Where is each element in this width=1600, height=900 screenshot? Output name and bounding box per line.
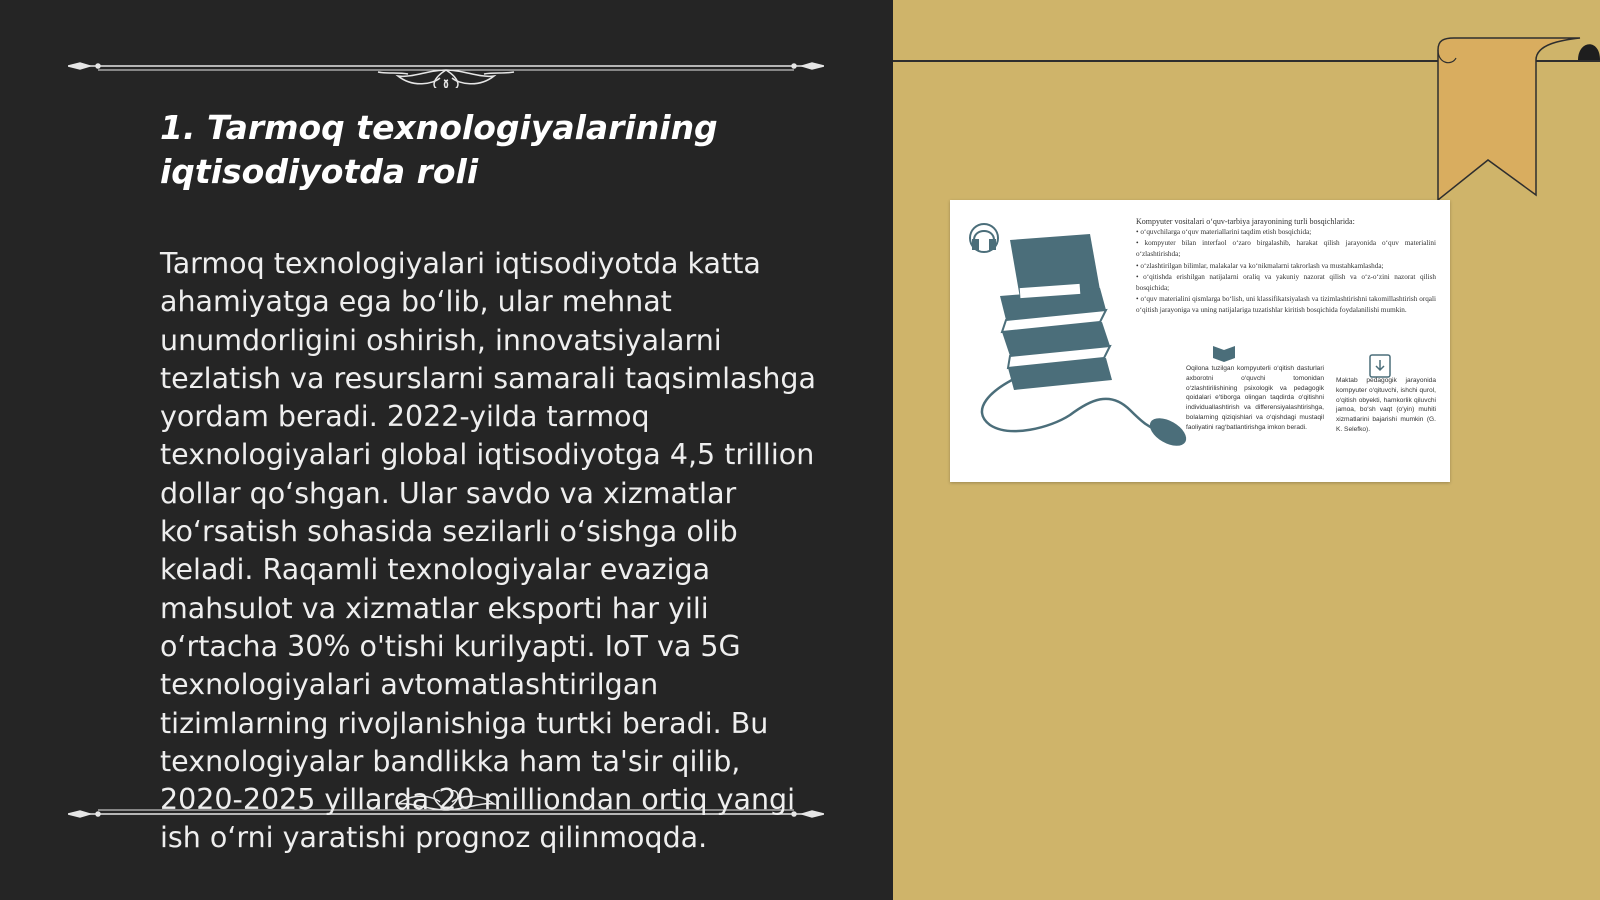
- illustration-list-item: • o‘qitishda erishilgan natijalarni oraliq va yakuniy nazorat qilish va o‘z-o‘zini nazorat qilish bosqichida;: [1136, 272, 1436, 294]
- download-icon: [1370, 355, 1390, 377]
- open-book-icon: [1213, 346, 1235, 362]
- headphones-icon: [970, 224, 998, 252]
- illustration-list-item: • o‘quv materialini qismlarga bo‘lish, uni klassifikatsiyalash va tizimlashtirishni takomillashtirish orqali o‘qitish jarayoniga va uning natijalariga tuzatishlar kiritish bosqichida foydalanilishi mumkin.: [1136, 294, 1436, 316]
- book-stack-icon: [1000, 234, 1112, 390]
- illustration-list-item: • o‘zlashtirilgan bilimlar, malakalar va ko‘nikmalarni takrorlash va mustahkamlashda;: [1136, 261, 1436, 272]
- bookmark-ribbon: [1430, 30, 1600, 205]
- slide-body-text: Tarmoq texnologiyalari iqtisodiyotda katta ahamiyatga ega bo‘lib, ular mehnat unumdorligini oshirish, innovatsiyalarni tezlatish va resurslarni samarali taqsimlashga yordam beradi. 2022-yilda tarmoq texnologiyalari global iqtisodiyotga 4,5 trillion dollar qo‘shgan. Ular savdo va xizmatlar ko‘rsatish sohasida sezilarli o‘sishga olib keladi. Raqamli texnologiyalar evaziga mahsulot va xizmatlar eksporti har yili o‘rtacha 30% o'tishi kurilyapti. IoT va 5G texnologiyalari avtomatlashtirilgan tizimlarning rivojlanishiga turtki beradi. Bu texnologiyalar bandlikka ham ta'sir qilib, 2020-2025 yillarda 20 milliondan ortiq yangi ish o‘rni yaratishi prognoz qilinmoqda.: [160, 247, 816, 855]
- slide-title: 1. Tarmoq texnologiyalarining iqtisodiyotda roli: [160, 108, 718, 191]
- illustration-list-item: • o‘quvchilarga o‘quv materiallarini taqdim etish bosqichida;: [1136, 227, 1436, 238]
- illustration-column-left: Oqilona tuzilgan kompyuterli o‘qitish dasturlari axborotni o‘quvchi tomonidan o‘zlashtirilishining psixologik va pedagogik qoidalari e‘tiborga olingan taqdirda o‘qitishni individuallashtirish va differensiyalashtirishga, bolalarning qiziqishlari va o‘qishdagi mustaqil faoliyatini rag‘batlantirishga imkon beradi.: [1186, 365, 1324, 431]
- top-ornament: [68, 48, 824, 88]
- illustration-column-right: Maktab pedagogik jarayonida kompyuter o‘qituvchi, ishchi qurol, o‘qitish obyekti, hamkorlik qiluvchi jamoa, bo‘sh vaqt (o‘yin) muhiti xizmatlarini bajarishi mumkin (G. K. Selefko).: [1336, 377, 1436, 433]
- textbook-illustration: [950, 200, 1450, 482]
- illustration-list-item: • kompyuter bilan interfaol o‘zaro birgalashib, harakat qilish jarayonida o‘quv materialini o‘zlashtirishda;: [1136, 238, 1436, 260]
- illustration-heading: Kompyuter vositalari o‘quv-tarbiya jarayonining turli bosqichlarida:: [1136, 217, 1355, 226]
- illustration-list: [1136, 227, 1436, 317]
